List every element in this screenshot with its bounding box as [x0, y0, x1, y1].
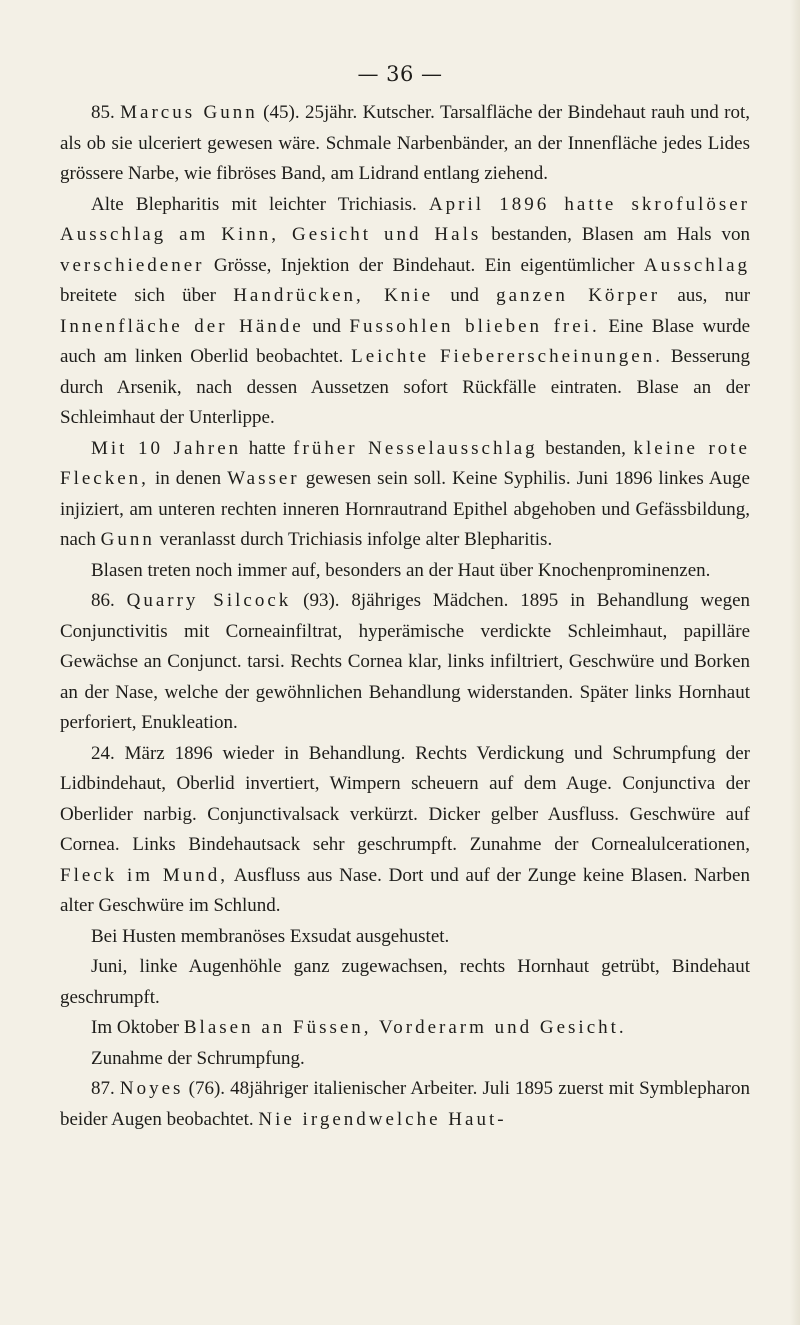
text-run: 85. — [91, 102, 121, 123]
spaced-emphasis: kleine rote Flecken, — [60, 437, 750, 489]
paragraph — [60, 739, 750, 922]
text-run: Zunahme der Schrumpfung. — [91, 1047, 305, 1069]
spaced-emphasis: Mit 10 Jahren — [91, 437, 242, 459]
spaced-emphasis: Marcus Gunn — [120, 102, 258, 123]
text-run: (76). 48jähriger italienischer Arbeiter. Juli 1895 zuerst mit Symblepharon beider Augen beobachtet. — [60, 1078, 751, 1130]
text-run: Eine Blase wurde auch am linken Oberlid beobachtet. — [60, 315, 751, 367]
paragraph — [60, 190, 750, 434]
text-run: Blasen treten noch immer auf, besonders an der Haut über Knochenprominenzen. — [91, 559, 711, 581]
text-run: Juni, linke Augenhöhle ganz zugewachsen, rechts Hornhaut getrübt, Bindehaut geschrumpft. — [60, 956, 750, 1008]
spaced-emphasis: Ausschlag — [643, 254, 750, 276]
spaced-emphasis: ganzen Körper — [496, 285, 661, 306]
spaced-emphasis: Wasser — [227, 468, 300, 489]
spaced-emphasis: Nie irgendwelche Haut- — [258, 1108, 507, 1130]
text-run: (45). 25jähr. Kutscher. Tarsalfläche der Bindehaut rauh und rot, als ob sie ulceriert gewesen wäre. Schmale Narbenbänder, an der Innenfläche jedes Lides grössere Narbe, wie fibröses Band, am Lidrand entlang ziehend. — [60, 102, 750, 184]
spaced-emphasis: Fleck im Mund, — [60, 864, 228, 886]
spaced-emphasis: Innenfläche der Hände — [60, 315, 304, 337]
text-run: Alte Blepharitis mit leichter Trichiasis. — [91, 193, 429, 215]
spaced-emphasis: früher Nesselausschlag — [293, 437, 538, 459]
spaced-emphasis: Fussohlen blieben frei. — [349, 315, 600, 337]
paragraph — [60, 1013, 750, 1044]
paragraph — [60, 952, 750, 1013]
text-run: Im Oktober — [91, 1017, 184, 1038]
spaced-emphasis: Leichte Fiebererscheinungen. — [351, 346, 663, 367]
text-run: und — [303, 315, 350, 337]
text-run: aus, nur — [660, 285, 751, 306]
paragraph — [60, 98, 750, 190]
text-run: bestanden, — [537, 437, 634, 459]
page-number: — 36 — — [357, 62, 443, 86]
text-run: bestanden, Blasen am Hals von — [481, 224, 750, 245]
text-run: und — [433, 285, 497, 306]
text-run: (93). 8jähriges Mädchen. 1895 in Behandlung wegen Conjunctivitis mit Corneainfiltrat, hyperämische verdickte Schleimhaut, papilläre Gewächse an Conjunct. tarsi. Rechts Cornea klar, links infiltriert, Geschwüre und Borken an der Nase, welche der gewöhnlichen Behandlung widerstanden. Später links Hornhaut perforiert, Enukleation. — [60, 590, 751, 733]
text-run: 24. März 1896 wieder in Behandlung. Rechts Verdickung und Schrumpfung der Lidbindehaut, Oberlid invertiert, Wimpern scheuern auf dem Auge. Conjunctiva der Oberlider narbig. Conjunctivalsack verkürzt. Dicker gelber Ausfluss. Geschwüre auf Cornea. Links Bindehautsack sehr geschrumpft. Zunahme der Cornealulcerationen, — [60, 742, 750, 855]
text-run: Besserung durch Arsenik, nach dessen Aussetzen sofort Rückfälle eintraten. Blase an der Schleimhaut der Unterlippe. — [60, 346, 751, 428]
text-run: in denen — [148, 468, 228, 489]
body-text — [60, 98, 750, 1135]
spaced-emphasis: Quarry Silcock — [126, 590, 292, 611]
text-run: veranlasst durch Trichiasis infolge alter Blepharitis. — [154, 529, 553, 550]
page-edge-shadow — [790, 0, 800, 1325]
spaced-emphasis: Handrücken, Knie — [233, 285, 434, 306]
paragraph — [60, 586, 750, 739]
paragraph — [60, 434, 750, 556]
paragraph — [60, 1074, 750, 1135]
text-run: hatte — [241, 437, 294, 459]
text-run: Ausfluss aus Nase. Dort und auf der Zunge keine Blasen. Narben alter Geschwüre im Schlund. — [60, 864, 750, 916]
text-run: gewesen sein soll. Keine Syphilis. Juni 1896 linkes Auge injiziert, am unteren rechten inneren Hornrautrand Epithel abgehoben und Gefässbildung, nach — [60, 468, 750, 550]
spaced-emphasis: April 1896 hatte skrofulöser Ausschlag am Kinn, Gesicht und Hals — [60, 193, 750, 245]
text-run: breitete sich über — [60, 285, 234, 306]
spaced-emphasis: Gunn — [100, 529, 155, 550]
spaced-emphasis: verschiedener — [60, 254, 205, 276]
spaced-emphasis: Blasen an Füssen, Vorderarm und Gesicht. — [183, 1017, 627, 1038]
paragraph — [60, 556, 750, 587]
text-run: Bei Husten membranöses Exsudat ausgehustet. — [91, 925, 450, 947]
text-run: 86. — [91, 590, 127, 611]
text-run: 87. — [91, 1078, 120, 1099]
paragraph — [60, 1044, 750, 1075]
text-run: Grösse, Injektion der Bindehaut. Ein eigentümlicher — [204, 254, 644, 276]
paragraph — [60, 922, 750, 953]
spaced-emphasis: Noyes — [119, 1078, 184, 1099]
